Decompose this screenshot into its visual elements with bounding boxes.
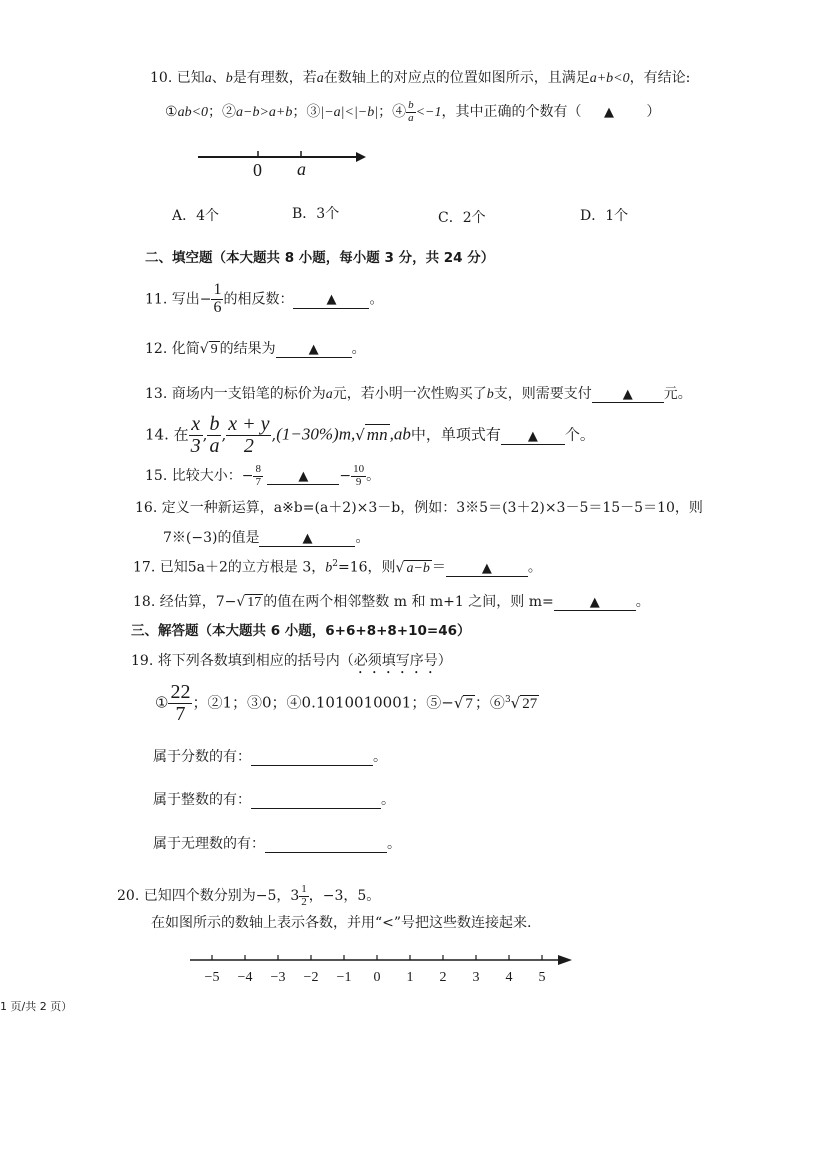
q10-var-b: b: [225, 71, 233, 86]
q16-number: 16.: [135, 500, 158, 516]
q13-answer-blank: ▲: [592, 387, 664, 403]
q15-answer-blank: ▲: [267, 469, 339, 485]
q10-sep: 、: [211, 70, 226, 86]
q19-irrational-blank[interactable]: [265, 837, 387, 853]
q11-post: 的相反数：: [223, 291, 294, 308]
q10-condition: a+b<0: [589, 71, 630, 86]
q20-tick-label: −2: [303, 970, 319, 985]
q17-answer-blank: ▲: [446, 561, 528, 577]
q13-post: 支，则需要支付: [493, 386, 592, 402]
q13-mid: 元，若小明一次性购买了: [332, 386, 487, 402]
q15-fraction-1: $\frac{8}{7}$: [255, 463, 261, 488]
q20-number: 20.: [117, 888, 140, 905]
q20-tick-label: 3: [472, 970, 480, 985]
q19-irrational-label: 属于无理数的有：: [153, 836, 265, 852]
q19-fraction-row: [153, 749, 387, 766]
q20-tick-label: −3: [270, 970, 286, 985]
q11-answer-blank: ▲: [293, 292, 369, 308]
q11: [145, 282, 383, 317]
q19-integer-end: 。: [381, 792, 395, 808]
q16-answer-blank: ▲: [259, 531, 355, 547]
q14-fraction-3: $\frac{x + y}{2}$: [228, 413, 270, 457]
q10-answer-triangle: ▲: [603, 105, 614, 121]
q12-post: 的结果为: [219, 341, 276, 357]
q10-sep-2: ；: [292, 104, 307, 121]
q10-text-c: 在数轴上的对应点的位置如图所示，且满足: [323, 70, 590, 86]
q10-c2-mark: ②: [222, 104, 237, 121]
q14-end: 个。: [564, 425, 595, 444]
q10-line2: [165, 100, 660, 124]
q20-tick-label: 5: [538, 970, 546, 985]
q10-axis-a: a: [297, 159, 306, 179]
q15: [145, 464, 380, 488]
q10-sep-3: ；: [378, 104, 393, 121]
q16-line2: [163, 530, 369, 547]
q16-text: 定义一种新运算，a※b=(a＋2)×3－b，例如：3※5＝(3＋2)×3－5＝15－5＝10，则: [161, 500, 703, 516]
q14-fraction-1: $\frac{x}{3}$: [190, 413, 201, 457]
q13-var-a: a: [325, 387, 333, 402]
q10-tail: ，其中正确的个数有（: [441, 104, 582, 121]
q14: 14. 在 $\frac{x}{3}$ , $\frac{b}{a}$ , $\frac{x + y}{2}$ ,(1−30%)m,√ mn ,ab中，单项式有 ▲ 个。: [145, 413, 595, 457]
q19-pre: 将下列各数填到相应的括号内（: [157, 653, 354, 669]
q20-post: ，−3，5。: [308, 888, 381, 905]
section-2-title: 二、填空题（本大题共 8 小题，每小题 3 分，共 24 分）: [145, 250, 495, 266]
q10-c4-fraction: $\frac{b}{a}$: [408, 99, 414, 124]
q10-c1-mark: ①: [165, 104, 178, 121]
q10-text-d: ，有结论:: [629, 70, 691, 86]
q10-axis-zero: 0: [253, 160, 262, 180]
q14-post: 中，单项式有: [410, 425, 501, 444]
q14-radical: √ mn: [355, 424, 388, 444]
q19-irrational-row: [153, 836, 401, 853]
q19-fraction-blank[interactable]: [251, 750, 373, 766]
q16-end: 。: [355, 530, 370, 546]
q13-end: 元。: [663, 386, 692, 402]
q19-items-rest: ；②1；③0；④0.1010010001；⑤−: [192, 693, 454, 712]
q18-radical: √ 17: [236, 594, 262, 610]
q12-radical: √ 9: [199, 341, 218, 357]
page-footer: 1 页/共 2 页）: [0, 1000, 73, 1013]
q20-tick-label: 0: [373, 970, 381, 985]
q10-text-a: 已知: [176, 70, 205, 86]
q10-option-a: A．4个: [172, 208, 220, 224]
q18-end: 。: [635, 594, 650, 610]
q16-line2-pre: 7※(−3)的值是: [163, 530, 260, 546]
q19-cube-root-27: $^3$√ 27: [504, 693, 538, 712]
q10-sep-1: ；: [208, 104, 223, 121]
q17-number: 17.: [133, 559, 156, 576]
q19-close: ）: [437, 653, 452, 669]
q19-irrational-end: 。: [387, 836, 401, 852]
q14-number: 14.: [145, 425, 169, 444]
q17: [133, 559, 542, 577]
q18-answer-blank: ▲: [554, 595, 636, 611]
q16-line1: [135, 500, 703, 517]
q17-end: 。: [527, 559, 542, 576]
q19-number: 19.: [131, 653, 154, 669]
q15-number: 15.: [145, 468, 168, 485]
q17-exponent: 2: [332, 559, 338, 569]
q19-item-1-mark: ①: [155, 693, 169, 712]
q20-tick-label: 2: [439, 970, 447, 985]
q17-var-b: b: [325, 560, 333, 576]
q10-conclusion-1: ab<0: [177, 105, 209, 121]
q10-text-b: 是有理数，若: [232, 70, 317, 86]
q10-option-d: D．1个: [580, 208, 629, 224]
q19-fraction-label: 属于分数的有：: [153, 749, 251, 765]
q15-minus: −: [339, 468, 352, 485]
q11-pre: 写出−: [171, 291, 212, 308]
q20-tick-label: −4: [237, 970, 253, 985]
q19-fraction-end: 。: [373, 749, 387, 765]
q15-end: 。: [366, 468, 381, 485]
q14-fraction-2: $\frac{b}{a}$: [209, 413, 220, 457]
q20-axis-arrow: [558, 955, 572, 965]
q10-conclusion-3: |−a|<|−b|: [320, 105, 379, 121]
q10-var-a: a: [204, 71, 212, 86]
q15-fraction-2: $\frac{10}{9}$: [353, 463, 365, 488]
q12-end: 。: [351, 341, 366, 357]
q10-conclusion-2: a−b>a+b: [236, 105, 293, 121]
q14-pre: 在: [173, 425, 189, 444]
q19-item-6-mark: ；⑥: [474, 693, 505, 712]
q19-fraction: $\frac{22}{7}$: [170, 681, 191, 725]
q17-radical: √ a−b: [395, 559, 430, 576]
q20-line2: 在如图所示的数轴上表示各数，并用“<”号把这些数连接起来.: [151, 915, 532, 931]
q10-number-line: [198, 144, 373, 174]
q12-number: 12.: [145, 341, 168, 357]
q18-pre: 经估算，7−: [159, 594, 237, 610]
q10-option-b: B．3个: [292, 206, 340, 222]
q20-tick-label: −1: [336, 970, 352, 985]
q19-integer-row: [153, 792, 395, 809]
q12-answer-blank: ▲: [276, 342, 352, 358]
q19-integer-blank[interactable]: [251, 793, 381, 809]
q13: [145, 386, 692, 404]
q13-pre: 商场内一支铅笔的标价为: [171, 386, 326, 402]
q10-close: ）: [646, 104, 661, 121]
q20-tick-label: 4: [505, 970, 513, 985]
q18-number: 18.: [133, 594, 156, 610]
q13-var-b: b: [486, 387, 494, 402]
q11-number: 11.: [145, 291, 168, 308]
q15-pre: 比较大小：−: [171, 468, 254, 485]
q20-tick-label: −5: [204, 970, 220, 985]
q20-mixed-fraction: $\frac{1}{2}$: [301, 883, 307, 908]
q11-fraction: $\frac{1}{6}$: [213, 281, 222, 316]
q17-pre: 已知5a＋2的立方根是 3，: [159, 559, 326, 576]
q19-sqrt-7: √ 7: [453, 693, 473, 712]
q20-line1: [117, 884, 380, 908]
q12-pre: 化简: [171, 341, 200, 357]
q20-tick-label: 1: [406, 970, 414, 985]
q14-term-4: (1−30%)m,: [276, 424, 356, 444]
q14-term-6: ,ab: [389, 424, 411, 444]
q19-emphasis: 必须填写序号: [353, 653, 438, 669]
q20-number-line: [190, 950, 590, 990]
q12: [145, 341, 366, 359]
q11-end: 。: [369, 291, 384, 308]
q10-option-c: C．2个: [438, 210, 486, 226]
q14-answer-blank: ▲: [501, 427, 565, 445]
q10-c3-mark: ③: [306, 104, 321, 121]
q17-mid: =16，则: [337, 559, 396, 576]
q18-post: 的值在两个相邻整数 m 和 m+1 之间，则 m=: [263, 594, 554, 610]
q20-pre: 已知四个数分别为−5，3: [143, 888, 300, 905]
q19-line1: [131, 653, 452, 677]
q13-number: 13.: [145, 386, 168, 402]
q18: [133, 594, 650, 612]
q19-integer-label: 属于整数的有：: [153, 792, 251, 808]
q19-numbers: [155, 682, 539, 725]
q10-c4-mark: ④: [392, 104, 407, 121]
section-3-title: 三、解答题（本大题共 6 小题，6+6+8+8+10=46）: [131, 623, 471, 639]
q10-var-a2: a: [316, 71, 324, 86]
q10-line1: [150, 70, 690, 88]
q10-number: 10.: [150, 70, 173, 86]
q10-c4-rest: <−1: [415, 105, 442, 121]
q17-equals: ＝: [431, 559, 446, 576]
